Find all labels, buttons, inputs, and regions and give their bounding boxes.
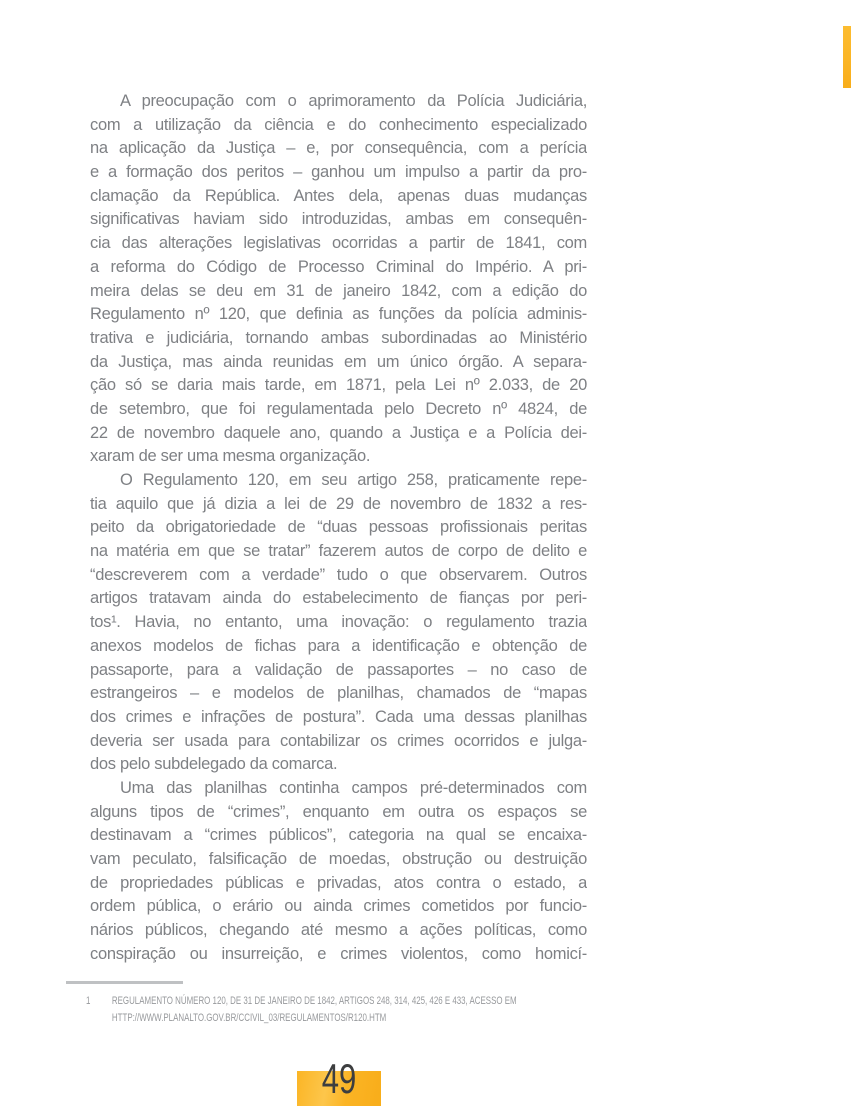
text-line: de setembro, que foi regulamentada pelo Decreto nº 4824, de [90, 399, 587, 418]
text-line: passaporte, para a validação de passaportes – no caso de [90, 660, 587, 679]
text-line: dos pelo subdelegado da comarca. [90, 755, 338, 774]
text-line: nários públicos, chegando até mesmo a ações políticas, como [90, 921, 587, 940]
text-line: significativas haviam sido introduzidas, ambas em consequên- [90, 210, 587, 229]
text-line: vam peculato, falsificação de moedas, obstrução ou destruição [90, 850, 587, 868]
text-line: ção só se daria mais tarde, em 1871, pela Lei nº 2.033, de 20 [90, 376, 587, 395]
footnote-row [86, 993, 590, 1027]
text-line: A preocupação com o aprimoramento da Polícia Judiciária, [120, 92, 587, 110]
footnote [86, 993, 590, 1027]
text-line: deveria ser usada para contabilizar os crimes ocorridos e julga- [90, 731, 587, 750]
text-line: peito da obrigatoriedade de “duas pessoas profissionais peritas [90, 518, 587, 537]
footnote-divider [66, 981, 183, 984]
text-line: Regulamento nº 120, que definia as funções da polícia adminis- [90, 305, 587, 324]
text-line: ordem pública, o erário ou ainda crimes cometidos por funcio- [90, 897, 587, 916]
paragraph [90, 90, 587, 469]
text-line: trativa e judiciária, tornando ambas subordinadas ao Ministério [90, 328, 587, 347]
text-line: “descreverem com a verdade” tudo o que observarem. Outros [90, 565, 587, 584]
text-line: na matéria em que se tratar” fazerem autos de corpo de delito e [90, 542, 587, 561]
text-line: estrangeiros – e modelos de planilhas, chamados de “mapas [90, 684, 587, 703]
text-line: na aplicação da Justiça – e, por consequência, com a perícia [90, 139, 587, 158]
text-line: da Justiça, mas ainda reunidas em um único órgão. A separa- [90, 352, 587, 371]
footnote-text [112, 993, 590, 1027]
text-line: clamação da República. Antes dela, apenas duas mudanças [90, 186, 587, 205]
text-line: O Regulamento 120, em seu artigo 258, praticamente repe- [120, 471, 587, 489]
text-line: de propriedades públicas e privadas, atos contra o estado, a [90, 873, 587, 892]
text-line: xaram de ser uma mesma organização. [90, 447, 371, 466]
text-line: meira delas se deu em 31 de janeiro 1842, com a edição do [90, 281, 587, 300]
chapter-tab [843, 26, 851, 88]
text-line: alguns tipos de “crimes”, enquanto em outra os espaços se [90, 802, 587, 821]
footnote-line: REGULAMENTO NÚMERO 120, DE 31 DE JANEIRO DE 1842, ARTIGOS 248, 314, 425, 426 E 433, ACESSO EM [111, 995, 517, 1007]
text-line: tos¹. Havia, no entanto, uma inovação: o regulamento trazia [90, 613, 587, 632]
footnote-line: HTTP://WWW.PLANALTO.GOV.BR/CCIVIL_03/REGULAMENTOS/R120.HTM [111, 1012, 387, 1024]
page-number: 49 [321, 1055, 357, 1102]
text-line: destinavam a “crimes públicos”, categoria na qual se encaixa- [90, 826, 587, 845]
footnote-marker: 1 [86, 995, 91, 1007]
text-line: artigos tratavam ainda do estabelecimento de fianças por peri- [90, 589, 587, 608]
text-line: e a formação dos peritos – ganhou um impulso a partir da pro- [90, 163, 587, 182]
text-line: cia das alterações legislativas ocorridas a partir de 1841, com [90, 234, 587, 253]
body-text [90, 90, 587, 966]
text-line: tia aquilo que já dizia a lei de 29 de novembro de 1832 a res- [90, 494, 587, 513]
paragraph [90, 777, 587, 967]
text-line: conspiração ou insurreição, e crimes violentos, como homicí- [90, 944, 587, 963]
text-line: anexos modelos de fichas para a identificação e obtenção de [90, 636, 587, 655]
text-line: Uma das planilhas continha campos pré-determinados com [120, 778, 587, 797]
text-line: com a utilização da ciência e do conhecimento especializado [90, 115, 587, 134]
text-line: dos crimes e infrações de postura”. Cada uma dessas planilhas [90, 707, 587, 726]
text-line: 22 de novembro daquele ano, quando a Justiça e a Polícia dei- [90, 423, 587, 442]
paragraph [90, 469, 587, 777]
text-line: a reforma do Código de Processo Criminal do Império. A pri- [90, 257, 587, 276]
